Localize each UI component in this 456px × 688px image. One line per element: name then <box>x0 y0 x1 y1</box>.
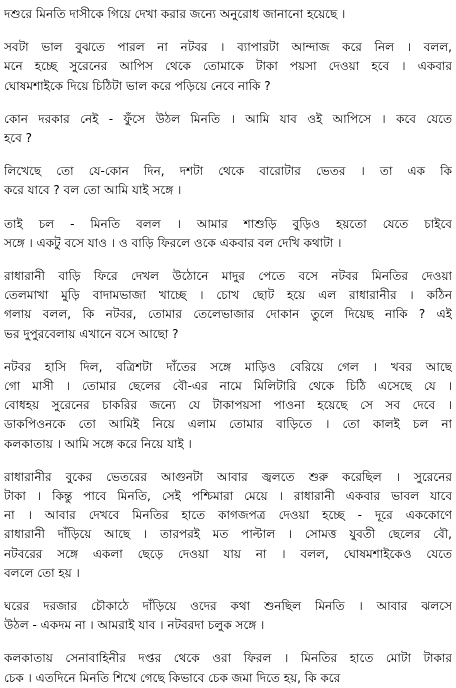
text-line: ভর দুপুরবেলায় এখানে বসে আছো ? <box>4 326 179 341</box>
text-line: ঘোষমশাইকে দিয়ে চিঠিটা ভাল করে পড়িয়ে নেবে নাকি ? <box>4 78 271 93</box>
text-line: রাধারানী দাঁড়িয়ে আছে । তারপরই মত পাল্টাল । সোমত্ত যুবতী ছেলের বৌ, <box>4 527 452 542</box>
text-line: হবে ? <box>4 131 32 145</box>
text-line: উঠল - একদম না । আমরাই যাব । নটবরদা চলুক সঙ্গে । <box>4 618 265 633</box>
text-line: রাধারানী বাড়ি ফিরে দেখল উঠোনে মাদুর পেতে বসে নটবর মিনতির দেওয়া <box>4 269 452 283</box>
text-line: বললে তো হয় । <box>4 565 80 580</box>
text-line: করে যাবে ? বল তো আমি যাই সঙ্গে । <box>4 183 182 198</box>
text-line: রাধারানীর বুকের ভেতরের আগুনটা আবার জ্বলতে শুরু করেছিল । সুরেনের <box>4 469 452 484</box>
text-line: সঙ্গে । একটু বসে যাও । ও বাড়ি ফিরলে ওকে একবার বল দেখি কথাটা । <box>4 235 342 250</box>
text-line: কলকাতায় । আমি সঙ্গে করে নিয়ে যাই । <box>4 436 192 451</box>
text-line: বোধহয় সুরেনের চাকরির জন্যে যে টাকাপয়সা পাওনা হয়েছে সে সব দেবে । <box>4 398 452 413</box>
text-line: কলকাতায় সেনাবাহিনীর দপ্তর থেকে ওরা ফিরল । মিনতির হাতে মোটা টাকার <box>4 651 452 666</box>
text-line: চেক । এতদিনে মিনতি শিখে গেছে কিভাবে চেক জমা দিতে হয়, কি করে <box>4 670 341 685</box>
text-line: ডাকপিওনকে তো আমিই নিয়ে এলাম তোমার বাড়িতে । তো কালই চল না <box>4 417 452 432</box>
text-line: তেলমাখা মুড়ি বাদামভাজা খাচ্ছে । চোখ ছোট হয়ে এল রাধারানীর । কঠিন <box>4 288 452 303</box>
text-line: গলায় বলল, কি নটবর, তোমার তেলেভাজার দোকান তুলে দিয়েছ নাকি ? এই <box>4 307 452 322</box>
text-line: কোন দরকার নেই - ফুঁসে উঠল মিনতি । আমি যাব ওই আপিসে । কবে যেতে <box>4 111 452 126</box>
text-line: তাই চল - মিনতি বলল । আমার শাশুড়ি বুড়িও হয়তো যেতে চাইবে <box>4 216 452 231</box>
text-line: নটবর হাসি দিল, বত্রিশটা দাঁতের সঙ্গে মাড়িও বেরিয়ে গেল । খবর আছে <box>4 359 452 374</box>
text-line: টাকা । কিন্তু পাবে মিনতি, সেই পশ্চিমারা মেয়ে । রাধারানী একবার ভাবল যাবে <box>4 489 452 503</box>
text-line: দশুরে মিনতি দাসীকে গিয়ে দেখা করার জন্যে অনুরোধ জানানো হয়েছে । <box>4 7 346 21</box>
text-line: লিখেছে তো যে-কোন দিন, দশটা থেকে বারোটার ভেতর । তা এক কি <box>4 164 452 179</box>
text-line: না । আবার দেখবে মিনতির হাতে কাগজপত্র দেওয়া হচ্ছে - দূরে এককোণে <box>4 508 452 523</box>
text-line: সবটা ভাল বুঝতে পারল না নটবর । ব্যাপারটা আন্দাজ করে নিল । বলল, <box>4 40 452 55</box>
text-line: গো মাসী । তোমার ছেলের বৌ-এর নামে মিলিটারি থেকে চিঠি এসেছে যে । <box>4 379 452 393</box>
text-line: মনে হচ্ছে সুরেনের আপিস থেকে তোমাকে টাকা পয়সা দেওয়া হবে । একবার <box>4 59 452 74</box>
text-line: ঘরের দরজার চৌকাঠে দাঁড়িয়ে ওদের কথা শুনছিল মিনতি । আবার ঝলসে <box>4 599 452 613</box>
text-line: নটবরের সঙ্গে একলা ছেড়ে দেওয়া যায় না । বলল, ঘোষমশাইকেও যেতে <box>4 546 452 561</box>
